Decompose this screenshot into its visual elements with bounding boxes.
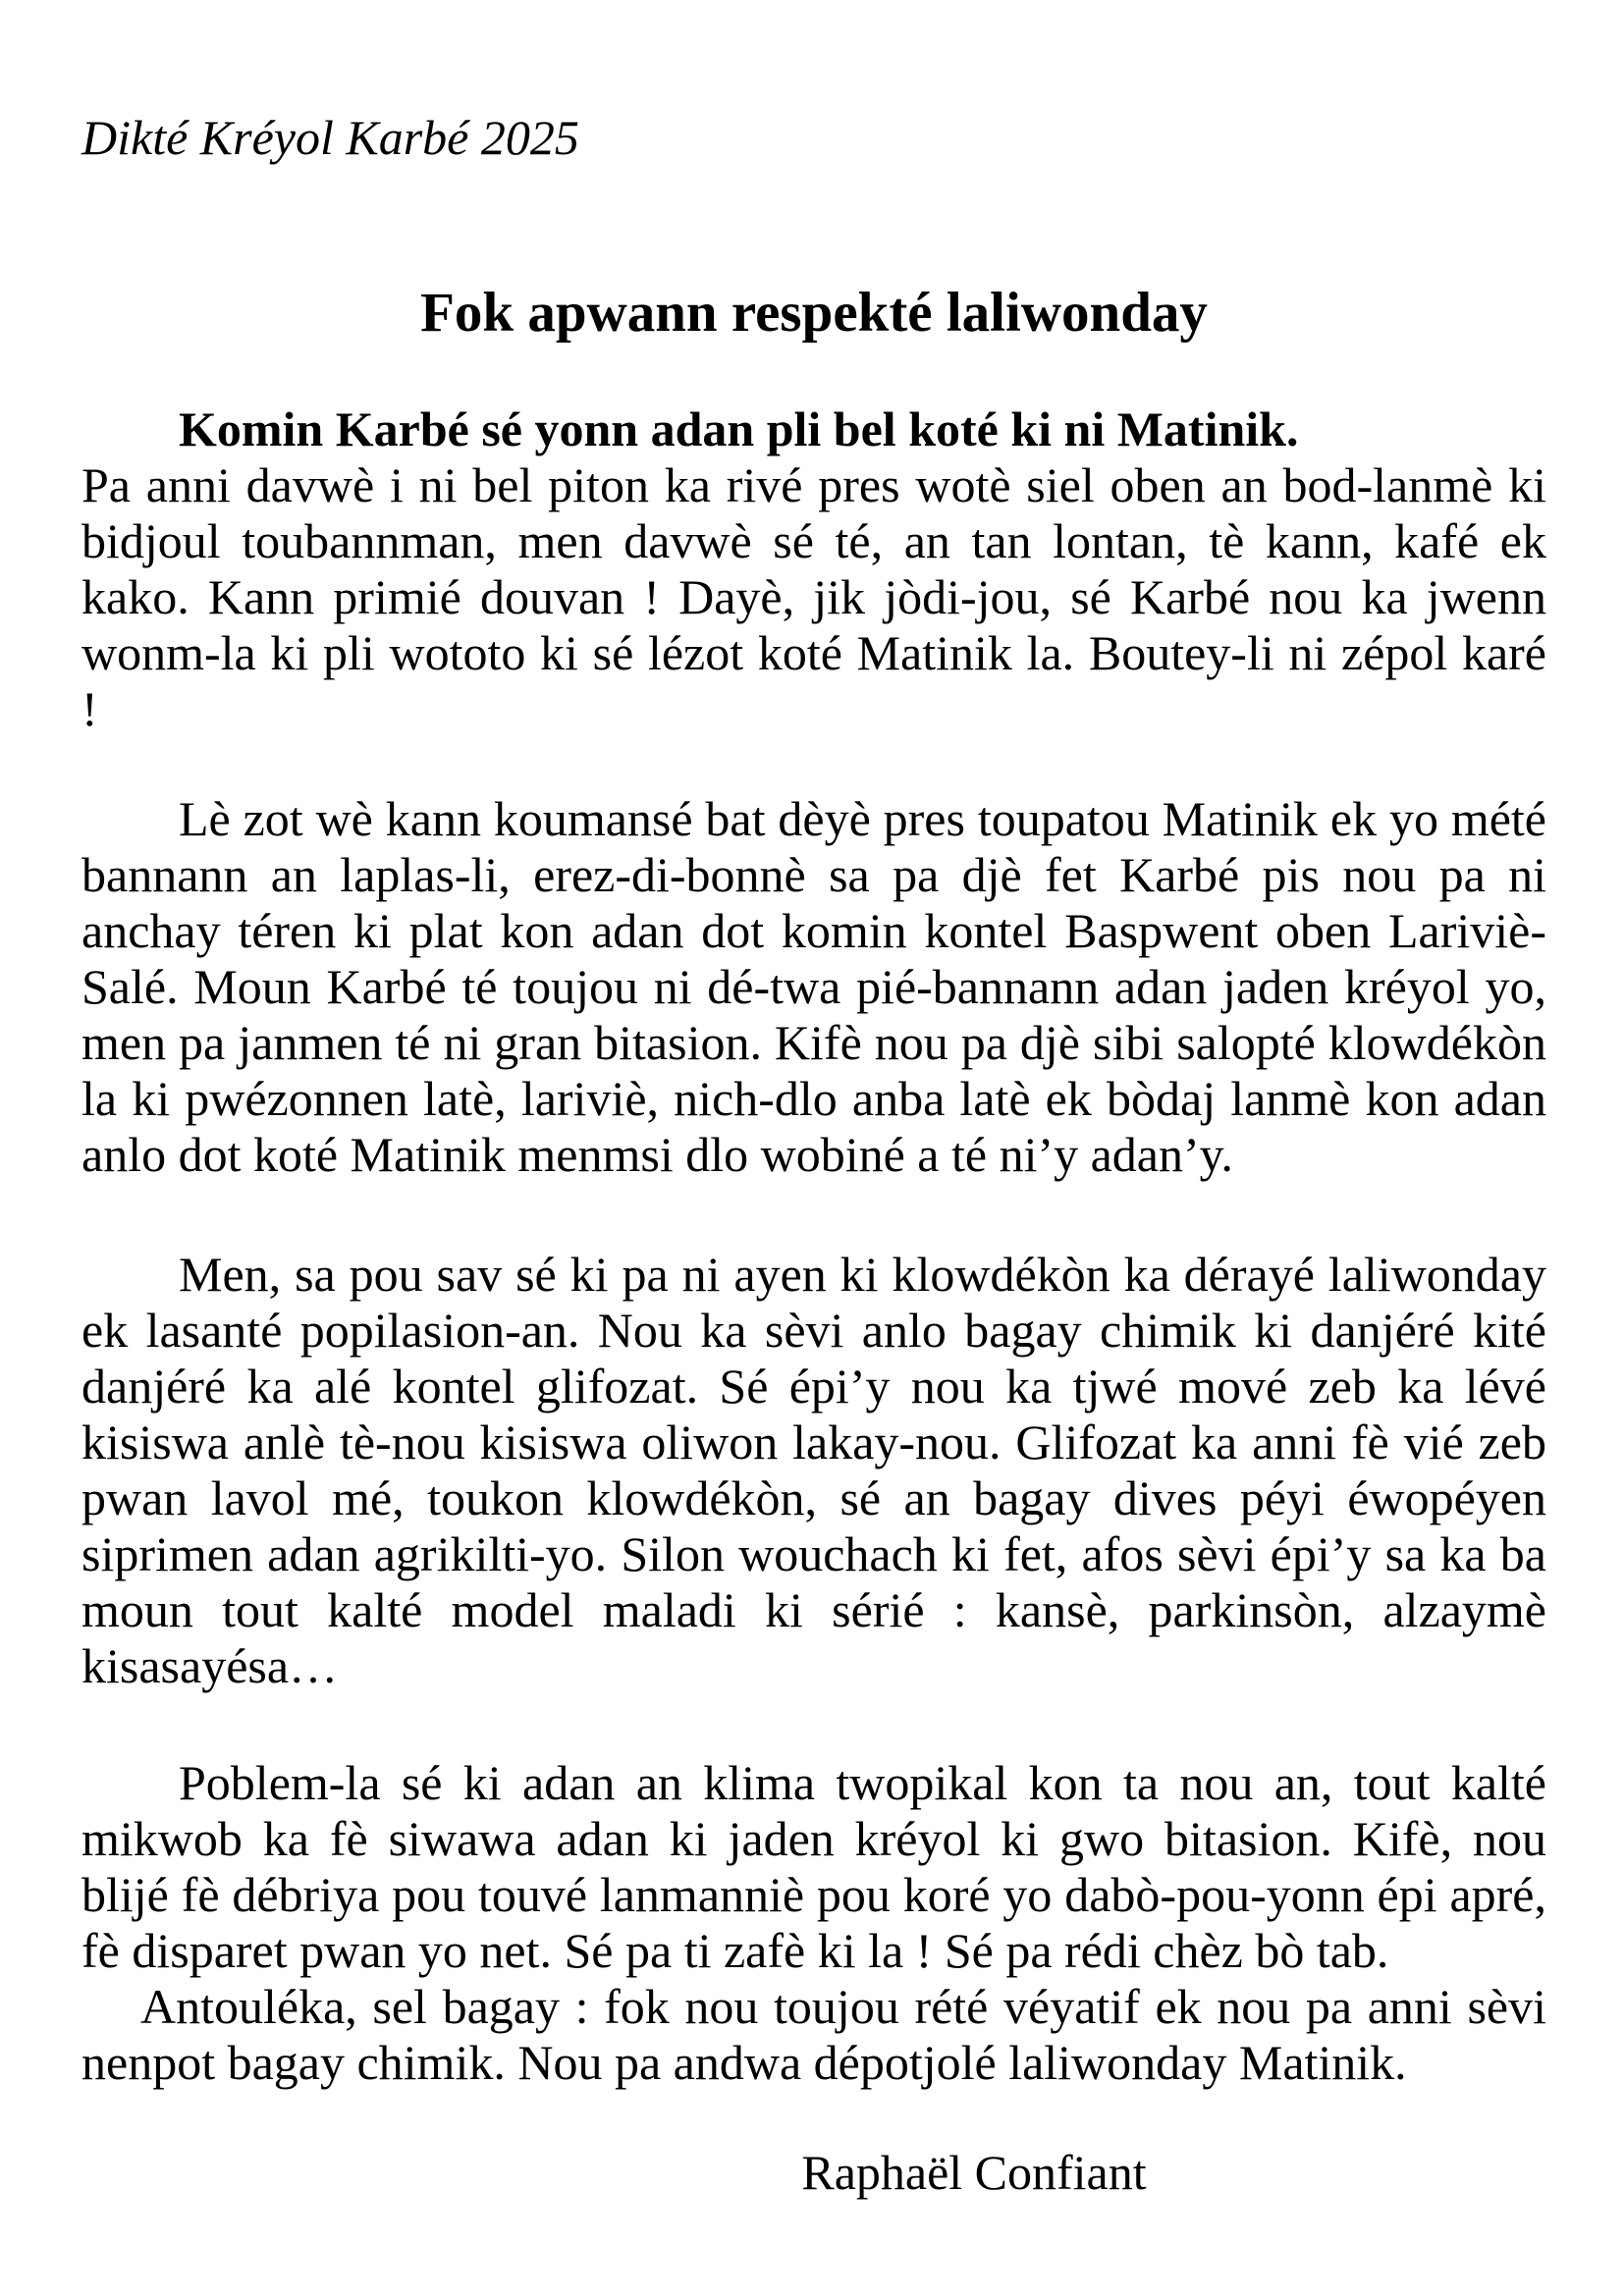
signature: Raphaël Confiant — [801, 2145, 1147, 2200]
paragraph-1-bold-lead: Komin Karbé sé yonn adan pli bel koté ki ni Matinik. — [179, 401, 1299, 456]
paragraph-4: Poblem-la sé ki adan an klima twopikal kon ta nou an, tout kalté mikwob ka fè siwawa adan ki jaden kréyol ki gwo bitasion. Kifè, nou blijé fè débriya pou touvé lanmanniè pou koré yo dabò-pou-yonn épi apré, fè disparet pwan yo net. Sé pa ti zafè ki la ! Sé pa rédi chèz bò tab. — [81, 1755, 1546, 1978]
paragraph-3: Men, sa pou sav sé ki pa ni ayen ki klowdékòn ka dérayé laliwonday ek lasanté popilasion-an. Nou ka sèvi anlo bagay chimik ki danjéré kité danjéré ka alé kontel glifozat. Sé épi’y nou ka tjwé mové zeb ka lévé kisiswa anlè tè-nou kisiswa oliwon lakay-nou. Glifozat ka anni fè vié zeb pwan lavol mé, toukon klowdékòn, sé an bagay dives péyi éwopéyen siprimen adan agrikilti-yo. Silon wouchach ki fet, afos sèvi épi’y sa ka ba moun tout kalté model maladi ki sérié : kansè, parkinsòn, alzaymè kisasayésa… — [81, 1247, 1546, 1693]
document-body — [81, 401, 1546, 2091]
document-title: Fok apwann respekté laliwonday — [420, 282, 1208, 344]
paragraph-1 — [81, 401, 1546, 737]
paragraph-1-text: Pa anni davwè i ni bel piton ka rivé pres wotè siel oben an bod-lanmè ki bidjoul toubannman, men davwè sé té, an tan lontan, tè kann, kafé ek kako. Kann primié douvan ! Dayè, jik jòdi-jou, sé Karbé nou ka jwenn wonm-la ki pli wototo ki sé lézot koté Matinik la. Boutey-li ni zépol karé ! — [81, 457, 1546, 736]
document-header-note: Dikté Kréyol Karbé 2025 — [81, 110, 579, 165]
paragraph-5: Antouléka, sel bagay : fok nou toujou rété véyatif ek nou pa anni sèvi nenpot bagay chimik. Nou pa andwa dépotjolé laliwonday Matinik. — [81, 1979, 1546, 2090]
paragraph-2: Lè zot wè kann koumansé bat dèyè pres toupatou Matinik ek yo mété bannann an laplas-li, erez-di-bonnè sa pa djè fet Karbé pis nou pa ni anchay téren ki plat kon adan dot komin kontel Baspwent oben Lariviè-Salé. Moun Karbé té toujou ni dé-twa pié-bannann adan jaden kréyol yo, men pa janmen té ni gran bitasion. Kifè nou pa djè sibi salopté klowdékòn la ki pwézonnen latè, lariviè, nich-dlo anba latè ek bòdaj lanmè kon adan anlo dot koté Matinik menmsi dlo wobiné a té ni’y adan’y. — [81, 791, 1546, 1182]
